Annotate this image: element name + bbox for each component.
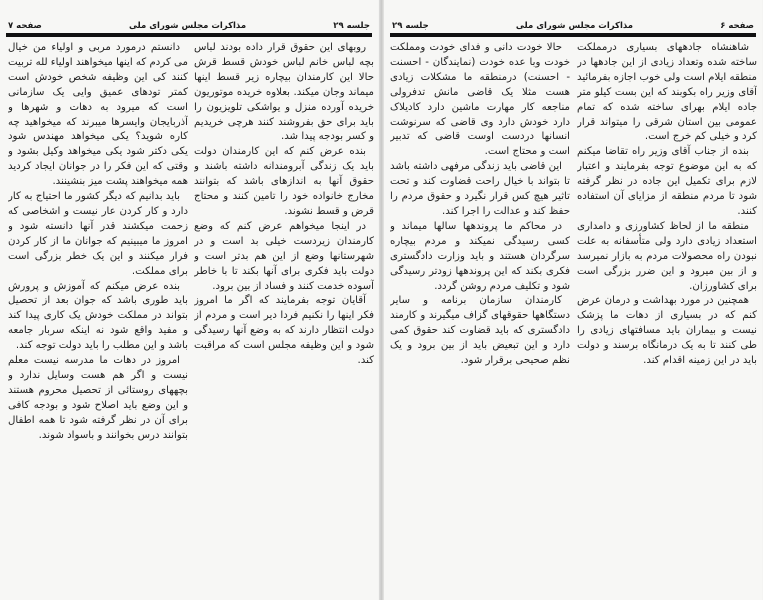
paragraph: منطقه ما از لحاظ کشاورزی و دامداری استعداد زیادی دارد ولی متأسفانه به علت نبودن راه محصولات مردم به بازار نمیرسد و از بین میرود و این ضرر بزرگی است برای کشاورزان. <box>577 220 757 292</box>
paragraph: حالا خودت دانی و فدای خودت ومملکت خودت وبا عده خودت (نمایندگان - احسنت - احسنت) درمنطقه ما مشکلات زیادی هست مثلا یک قاضی مانش تدفرولی مناجعه کار مهارت ماشین دارد کادیلاک دارد خودش دارد وی قاضی که سرنوشت انسانها دردست اوست قاضی که تدبیر است و محتاج است. <box>390 42 570 158</box>
paragraph: این قاضی باید زندگی مرفهی داشته باشد تا بتواند با خیال راحت قضاوت کند و تحت تاثیر هیچ کس قرار نگیرد و حقوق مردم را حفظ کند و عدالت را اجرا کند. <box>390 161 570 217</box>
session-number: جلسه ۲۹ <box>392 21 429 31</box>
page-header <box>8 20 370 32</box>
paragraph: آقایان توجه بفرمایند که اگر ما امروز فکر اینها را نکنیم فردا دیر است و مردم از دولت انتظار دارند که به وضع آنها رسیدگی شود و این وظیفه مجلس است که مراقبت کند. <box>194 295 374 367</box>
running-title: مذاکرات مجلس شورای ملی <box>128 21 247 31</box>
paragraph: روبهای این حقوق قرار داده بودند لباس بچه لباس خانم لباس خودش قسط قرش حالا این کارمندان بیچاره زیر قسط اینها میماند وجان میکند. بعلاوه خریده موتوریون خریده آورده منزل و یواشکی تلویزیون را باید برای حق بفروشند کنند هرچی خریدیم و کسر بودجه پیدا شد. <box>194 42 374 143</box>
page-number: صفحه ۶ <box>720 21 754 31</box>
paragraph: بنده عرض میکنم که آموزش و پرورش باید طوری باشد که جوان بعد از تحصیل بتواند در مملکت خودش یک کاری پیدا کند و مفید واقع شود نه اینکه سربار جامعه باشد و این مطلب را باید دولت توجه کند. <box>8 280 188 352</box>
left-page <box>0 0 378 600</box>
session-number: جلسه ۲۹ <box>333 21 370 31</box>
text-column-left <box>390 41 570 593</box>
text-column-right <box>194 41 374 593</box>
paragraph: بنده عرض کنم که این کارمندان دولت باید یک زندگی آبرومندانه داشته باشند و حقوق آنها به اندازهای باشد که بتوانند مخارج خانواده خود را تامین کنند و محتاج قرض و قسط نشوند. <box>194 146 374 217</box>
right-page <box>384 0 762 600</box>
paragraph: دانستم درمورد مربی و اولیاء من خیال می کردم که اینها میخواهند اولیاء لله تربیت کنند کی این وظیفه شخص خودش است کمتر تودهای عمیق وایی یک سازمانی است که میرود به دهات و شهرها و آذربایجان وایسرها میبرند که میخواهید چه کاره شوید؟ یکی میخواهد مهندس شود یکی دکتر شود یکی میخواهد وکیل بشود و وقتی که این فکر را در جوانان ایجاد کردید همه میخواهند پشت میز بنشینند. <box>8 42 188 188</box>
paragraph: کارمندان سازمان برنامه و سایر دستگاهها حقوقهای گزاف میگیرند و کارمند دادگستری که باید قضاوت کند حقوق کمی دارد و این تبعیض باید از بین برود و یک نظم صحیحی برقرار شود. <box>390 295 570 367</box>
page-header <box>392 20 754 32</box>
paragraph: در محاکم ما پروندهها سالها میماند و کسی رسیدگی نمیکند و مردم بیچاره سرگردان هستند و باید وزارت دادگستری فکری بکند که این پروندهها زودتر رسیدگی شود و تکلیف مردم روشن گردد. <box>390 220 570 292</box>
paragraph: در اینجا میخواهم عرض کنم که وضع کارمندان زیردست خیلی بد است و در شهرستانها وضع از این هم بدتر است و دولت باید فکری برای آنها بکند تا با خاطر آسوده خدمت کنند و فساد از بین برود. <box>194 220 374 292</box>
header-rule <box>390 33 756 37</box>
header-rule <box>6 33 372 37</box>
paragraph: امروز در دهات ما مدرسه نیست معلم نیست و اگر هم هست وسایل ندارد و بچههای روستائی از تحصیل محروم هستند و این وضع باید اصلاح شود و بودجه کافی برای آن در نظر گرفته شود تا همه اطفال بتوانند درس بخوانند و باسواد شوند. <box>8 355 188 441</box>
text-column-right <box>577 41 757 593</box>
running-title: مذاکرات مجلس شورای ملی <box>515 21 634 31</box>
page-number: صفحه ۷ <box>8 21 42 31</box>
paragraph: بنده از جناب آقای وزیر راه تقاضا میکنم که به این موضوع توجه بفرمایند و اعتبار لازم برای تکمیل این جاده در نظر گرفته شود تا مردم منطقه از مزایای آن استفاده کنند. <box>577 146 757 217</box>
text-column-left <box>8 41 188 593</box>
paragraph: شاهنشاه جادههای بسیاری درمملکت ساخته شده وتعداد زیادی از این جادهها در منطقه ایلام است ولی خوب اجازه بفرمائید آقای وزیر راه بکوبند که این بست کیلو متر جاده ایلام بهرای ساخته شده که تمام عمومی بین استان شرقی را میتواند قرار کرد و خیلی کم خرج است. <box>577 42 757 143</box>
paragraph: باید بدانیم که دیگر کشور ما احتیاج به کار دارد و کار کردن عار نیست و اشخاصی که زحمت میکشند قدر آنها دانسته شود و امروز ما میبینیم که جوانان ما از کار کردن فرار میکنند و این یک خطر بزرگی است برای مملکت. <box>8 191 188 277</box>
paragraph: همچنین در مورد بهداشت و درمان عرض کنم که در بسیاری از دهات ما پزشک نیست و بیماران باید مسافتهای زیادی را طی کنند تا به یک درمانگاه برسند و دولت باید در این زمینه اقدام کند. <box>577 295 757 367</box>
